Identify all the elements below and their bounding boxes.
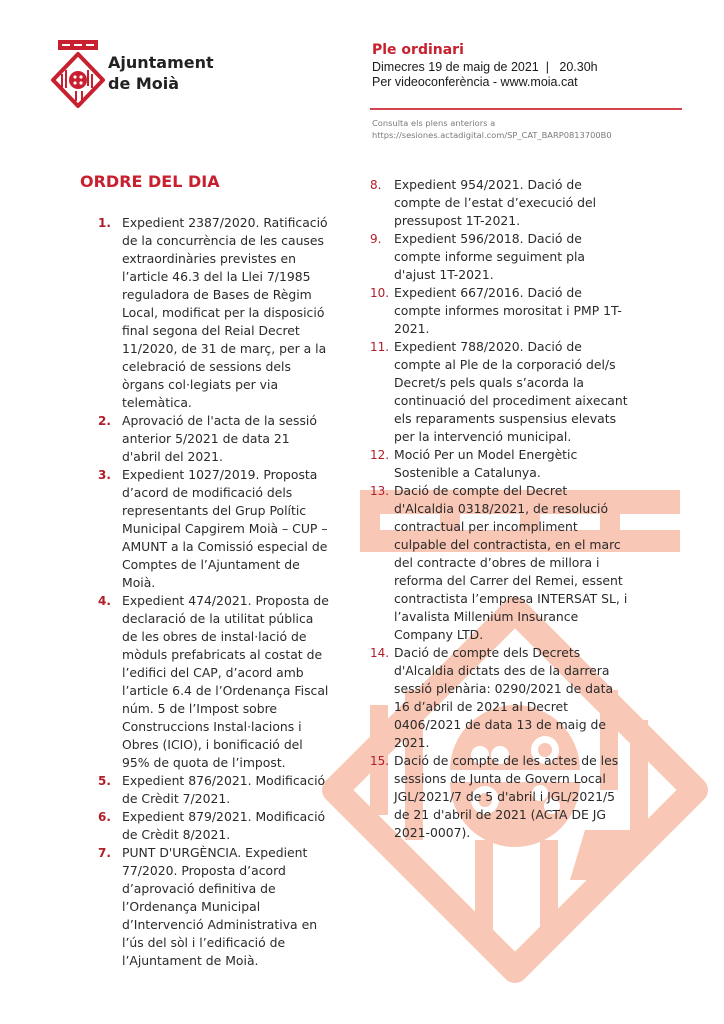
agenda-item (98, 592, 330, 772)
session-location: Per videoconferència - www.moia.cat (372, 75, 578, 89)
agenda-item (98, 412, 330, 466)
agenda-item (370, 482, 628, 644)
agenda-item-number: 14. (370, 646, 390, 660)
consulta-url-link[interactable]: https://sesiones.actadigital.com/SP_CAT_BARP0813700B0 (372, 130, 612, 140)
agenda-item-text: Aprovació de l'acta de la sessió anterior 5/2021 de data 21 d'abril del 2021. (122, 413, 317, 464)
agenda-item (370, 230, 628, 284)
agenda-item (370, 752, 628, 842)
agenda-item-number: 15. (370, 754, 390, 768)
agenda-list-left (98, 214, 330, 970)
agenda-item-text: Expedient 954/2021. Dació de compte de l’estat d’execució del pressupost 1T-2021. (394, 177, 597, 228)
agenda-item-text: Dació de compte de les actes de les sessions de Junta de Govern Local JGL/2021/7 de 5 d'abril i JGL/2021/5 de 21 d'abril de 2021 (ACTA DE JG 2021-0007). (394, 753, 619, 840)
agenda-item-text: Expedient 876/2021. Modificació de Crèdit 7/2021. (122, 773, 326, 806)
agenda-item-number: 9. (370, 232, 382, 246)
consulta-label: Consulta els plens anteriors a (372, 118, 496, 128)
agenda-item (370, 284, 628, 338)
agenda-item-number: 1. (98, 216, 111, 230)
agenda-item-number: 13. (370, 484, 390, 498)
agenda-item (370, 644, 628, 752)
agenda-item-number: 11. (370, 340, 390, 354)
agenda-item-text: Expedient 474/2021. Proposta de declaració de la utilitat pública de les obres de instal·lació de mòduls prefabricats al costat de l’edifici del CAP, d’acord amb l’article 6.4 de l’Ordenança Fiscal núm. 5 de l’Impost sobre Construccions Instal·lacions i Obres (ICIO), i bonificació del 95% de quota de l’impost. (122, 593, 329, 770)
agenda-item-number: 5. (98, 774, 111, 788)
agenda-item (98, 772, 330, 808)
agenda-item-text: Expedient 2387/2020. Ratificació de la concurrència de les causes extraordinàries previstes en l’article 46.3 del la Llei 7/1985 reguladora de Bases de Règim Local, modificat per la disposició final segona del Reial Decret 11/2020, de 31 de març, per a la celebració de sessions dels òrgans col·legiats per via telemàtica. (122, 215, 328, 410)
session-date-time: Dimecres 19 de maig de 2021 | 20.30h (372, 60, 598, 74)
agenda-item-number: 6. (98, 810, 111, 824)
agenda-item (98, 844, 330, 970)
org-name-line2: de Moià (108, 74, 180, 93)
agenda-item (98, 214, 330, 412)
agenda-item-number: 4. (98, 594, 111, 608)
agenda-item (98, 808, 330, 844)
agenda-item-number: 8. (370, 178, 382, 192)
agenda-title: ORDRE DEL DIA (80, 172, 220, 191)
session-type: Ple ordinari (372, 42, 464, 58)
org-name (108, 52, 214, 94)
agenda-item-text: Expedient 788/2020. Dació de compte al Ple de la corporació del/s Decret/s pels quals s’acorda la continuació del procediment aixecant els reparaments suspensius elevats per la intervenció municipal. (394, 339, 628, 444)
agenda-item-number: 12. (370, 448, 390, 462)
agenda-item-text: Expedient 879/2021. Modificació de Crèdit 8/2021. (122, 809, 326, 842)
agenda-item (370, 446, 628, 482)
agenda-item (98, 466, 330, 592)
agenda-item-text: Expedient 1027/2019. Proposta d’acord de modificació dels representants del Grup Polític Municipal Capgirem Moià – CUP – AMUNT a la Comissió especial de Comptes de l’Ajuntament de Moià. (122, 467, 328, 590)
agenda-item (370, 338, 628, 446)
agenda-item-number: 10. (370, 286, 390, 300)
session-info (372, 41, 684, 141)
agenda-item-text: Dació de compte dels Decrets d'Alcaldia dictats des de la darrera sessió plenària: 0290/2021 de data 16 d’abril de 2021 al Decret 0406/2021 de data 13 de maig de 2021. (394, 645, 614, 750)
agenda-item (370, 176, 628, 230)
agenda-list-right (370, 176, 628, 842)
agenda-item-text: Dació de compte del Decret d'Alcaldia 0318/2021, de resolució contractual per incompliment culpable del contractista, en el marc del contracte d’obres de millora i reforma del Carrer del Remei, essent contractista l’empresa INTERSAT SL, i l’avalista Millenium Insurance Company LTD. (394, 483, 628, 642)
agenda-item-number: 3. (98, 468, 111, 482)
org-name-line1: Ajuntament (108, 53, 214, 72)
agenda-item-number: 7. (98, 846, 111, 860)
coat-of-arms-logo-icon (48, 38, 108, 110)
agenda-item-number: 2. (98, 414, 111, 428)
agenda-item-text: PUNT D'URGÈNCIA. Expedient 77/2020. Proposta d’acord d’aprovació definitiva de l’Ordenança Municipal d’Intervenció Administrativa en l’ús del sòl i l’edificació de l’Ajuntament de Moià. (122, 845, 318, 968)
agenda-item-text: Expedient 596/2018. Dació de compte informe seguiment pla d'ajust 1T-2021. (394, 231, 585, 282)
agenda-item-text: Moció Per un Model Energètic Sostenible a Catalunya. (394, 447, 578, 480)
header-divider (370, 108, 682, 110)
agenda-item-text: Expedient 667/2016. Dació de compte informes morositat i PMP 1T-2021. (394, 285, 622, 336)
